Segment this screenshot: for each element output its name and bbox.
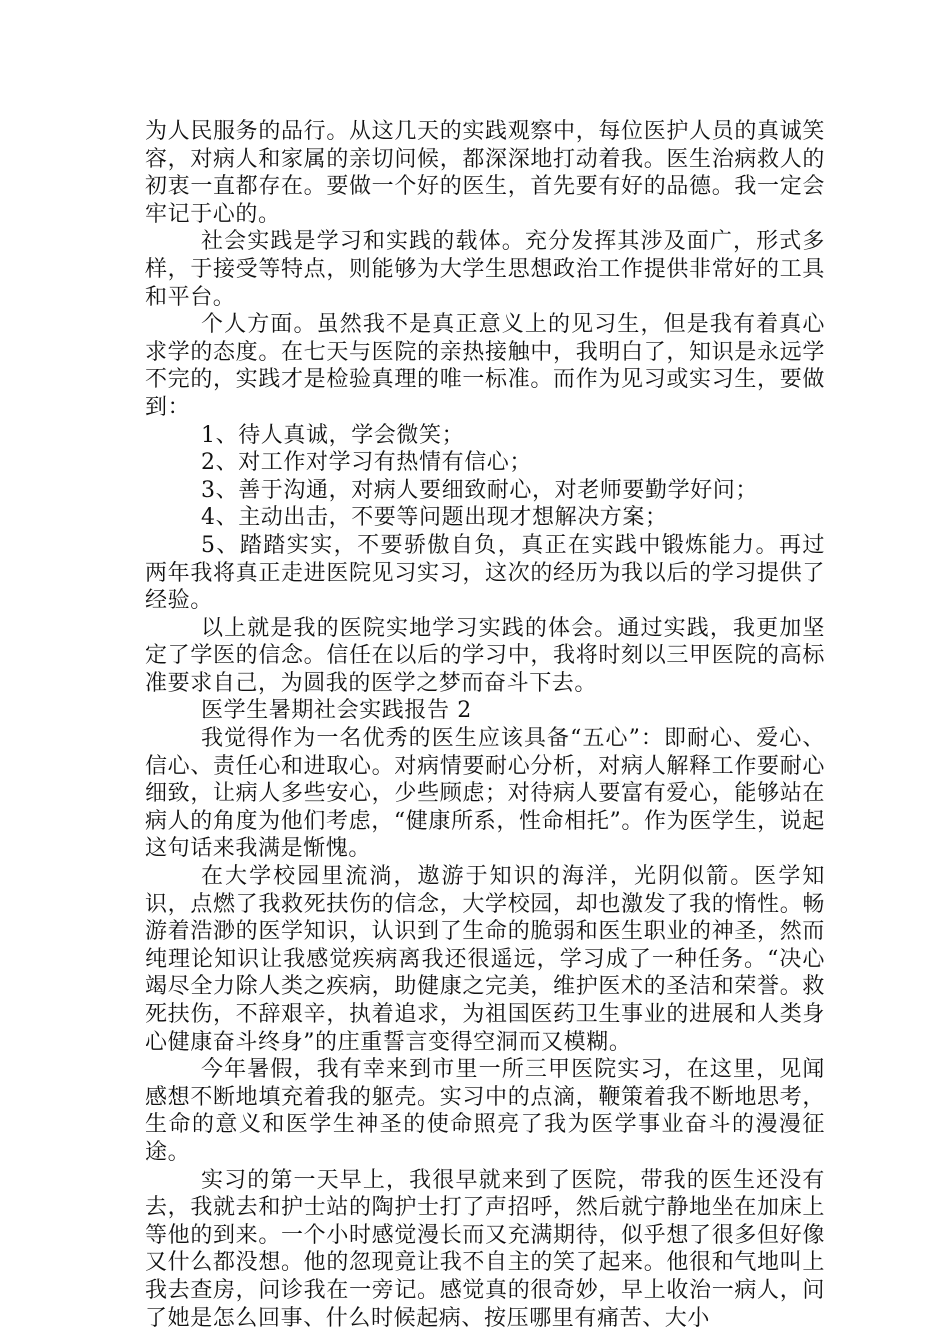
paragraph: 实习的第一天早上，我很早就来到了医院，带我的医生还没有去，我就去和护士站的陶护士打了声招呼，然后就宁静地坐在加床上等他的到来。一个小时感觉漫长而又充满期待，似乎想了很多但好像又什么都没想。他的忽现竟让我不自主的笑了起来。他很和气地叫上我去查房，问诊我在一旁记。感觉真的很奇妙，早上收治一病人，问了她是怎么回事、什么时候起病、按压哪里有痛苦、大小 xyxy=(145,1167,825,1331)
list-item: 3、善于沟通，对病人要细致耐心，对老师要勤学好问； xyxy=(201,477,758,503)
paragraph: 今年暑假，我有幸来到市里一所三甲医院实习，在这里，见闻感想不断地填充着我的躯壳。实习中的点滴，鞭策着我不断地思考，生命的意义和医学生神圣的使命照亮了我为医学事业奋斗的漫漫征途。 xyxy=(145,1057,825,1165)
paragraph: 社会实践是学习和实践的载体。充分发挥其涉及面广，形式多样，于接受等特点，则能够为大学生思想政治工作提供非常好的工具和平台。 xyxy=(145,229,825,310)
paragraph: 个人方面。虽然我不是真正意义上的见习生，但是我有着真心求学的态度。在七天与医院的亲热接触中，我明白了，知识是永远学不完的，实践才是检验真理的唯一标准。而作为见习或实习生，要做到： xyxy=(145,312,825,420)
document-page xyxy=(145,118,825,1332)
list-item: 4、主动出击，不要等问题出现才想解决方案； xyxy=(201,505,668,531)
list-item: 1、待人真诚，学会微笑； xyxy=(201,422,465,448)
list-item: 2、对工作对学习有热情有信心； xyxy=(201,450,532,476)
paragraph: 我觉得作为一名优秀的医生应该具备“五心”：即耐心、爱心、信心、责任心和进取心。对病情要耐心分析，对病人解释工作要耐心细致，让病人多些安心，少些顾虑；对待病人要富有爱心，能够站在病人的角度为他们考虑，“健康所系，性命相托”。作为医学生，说起这句话来我满是惭愧。 xyxy=(145,726,825,862)
list-item: 5、踏踏实实，不要骄傲自负，真正在实践中锻炼能力。再过两年我将真正走进医院见习实习，这次的经历为我以后的学习提供了经验。 xyxy=(145,532,825,614)
section-title: 医学生暑期社会实践报告 2 xyxy=(201,698,472,724)
paragraph: 在大学校园里流淌，遨游于知识的海洋，光阴似箭。医学知识，点燃了我救死扶伤的信念，大学校园，却也激发了我的惰性。畅游着浩渺的医学知识，认识到了生命的脆弱和医生职业的神圣，然而纯理论知识让我感觉疾病离我还很遥远，学习成了一种任务。“决心竭尽全力除人类之疾病，助健康之完美，维护医术的圣洁和荣誉。救死扶伤，不辞艰辛，执着追求，为祖国医药卫生事业的进展和人类身心健康奋斗终身”的庄重誓言变得空洞而又模糊。 xyxy=(145,864,825,1055)
paragraph: 以上就是我的医院实地学习实践的体会。通过实践，我更加坚定了学医的信念。信任在以后的学习中，我将时刻以三甲医院的高标准要求自己，为圆我的医学之梦而奋斗下去。 xyxy=(145,615,825,696)
paragraph: 为人民服务的品行。从这几天的实践观察中，每位医护人员的真诚笑容，对病人和家属的亲切问候，都深深地打动着我。医生治病救人的初衷一直都存在。要做一个好的医生，首先要有好的品德。我一定会牢记于心的。 xyxy=(145,119,825,227)
